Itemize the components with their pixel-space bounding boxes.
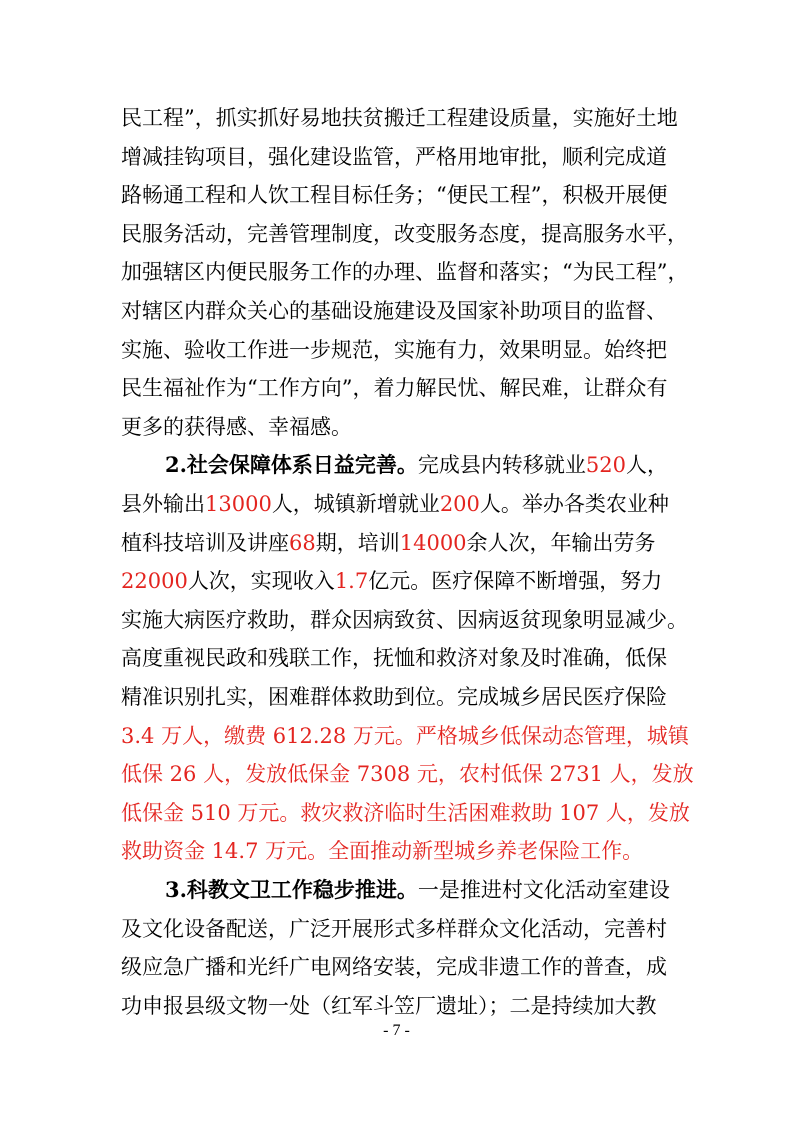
p3-line-2: 及文化设备配送，广泛开展形式多样群众文化活动，完善村 [121,916,667,941]
p3-line-4: 功申报县级文物一处（红军斗笠厂遗址）；二是持续加大教 [121,993,657,1018]
p1-line-4: 民服务活动，完善管理制度，改变服务态度，提高服务水平， [121,221,688,246]
p2-text: 人。举办各类农业种 [479,492,669,516]
p2-line-2 [121,486,686,522]
p2-text: 人次，实现收入 [187,569,335,594]
p2-line-11: 救助资金 14.7 万元。全面推动新型城乡养老保险工作。 [121,839,644,864]
p2-line-3 [121,525,686,561]
p2-number: 22000 [121,569,188,594]
p2-text: 亿元。医疗保障不断增强，努力 [368,569,663,594]
p3-line-3: 级应急广播和光纤广电网络安装，完成非遗工作的普查，成 [121,955,667,980]
p2-number: 14000 [399,530,467,555]
p2-line-9: 低保 26 人，发放低保金 7308 元，农村低保 2731 人，发放 [121,762,694,787]
p2-number: 1.7 [334,569,369,594]
p1-line-5: 加强辖区内便民服务工作的办理、监督和落实；“为民工程”， [121,260,689,285]
p1-line-7: 实施、验收工作进一步规范，实施有力，效果明显。始终把 [121,337,667,362]
p2-text: 余人次，年输出劳务 [466,530,656,555]
p3-line-1 [165,872,686,908]
p2-line-1 [165,447,686,483]
p2-line-10: 低保金 510 万元。救灾救济临时生活困难救助 107 人，发放 [121,800,690,825]
p1-line-9: 更多的获得感、幸福感。 [121,414,352,439]
p2-text: 完成县内转移就业 [417,453,586,478]
page-number: - 7 - [383,1022,410,1039]
p2-line-7: 精准识别扎实，困难群体救助到位。完成城乡居民医疗保险 [121,685,667,709]
p1-line-2: 增减挂钩项目，强化建设监管，严格用地审批，顺利完成道 [121,144,667,169]
p2-line-5: 实施大病医疗救助，群众因病致贫、因病返贫现象明显减少。 [121,607,688,632]
p1-line-1: 民工程”，抓实抓好易地扶贫搬迁工程建设质量，实施好土地 [121,106,678,130]
p2-number: 520 [585,453,627,478]
p2-number: 200 [439,492,480,516]
p2-text: 植科技培训及讲座 [121,530,289,555]
p2-number: 13000 [205,492,272,516]
p1-line-6: 对辖区内群众关心的基础设施建设及国家补助项目的监督、 [121,299,667,323]
p2-number: 68 [289,530,316,555]
p2-line-6: 高度重视民政和残联工作，抚恤和救济对象及时准确，低保 [121,646,667,671]
p2-text: 期，培训 [315,530,400,555]
p2-line-4 [121,563,686,599]
p2-text: 人， [626,453,669,478]
p2-text: 人，城镇新增就业 [271,492,440,516]
p2-text: 县外输出 [121,492,205,516]
p1-line-3: 路畅通工程和人饮工程目标任务；“便民工程”，积极开展便 [121,183,668,208]
p1-line-8: 民生福祉作为“工作方向”，着力解民忧、解民难，让群众有 [121,376,668,401]
p2-line-8: 3.4 万人，缴费 612.28 万元。严格城乡低保动态管理，城镇 [121,723,689,748]
section-heading-science-education: 3.科教文卫工作稳步推进。 [165,877,418,902]
section-heading-social-security: 2.社会保障体系日益完善。 [165,452,418,478]
p3-text: 一是推进村文化活动室建设 [417,878,670,902]
